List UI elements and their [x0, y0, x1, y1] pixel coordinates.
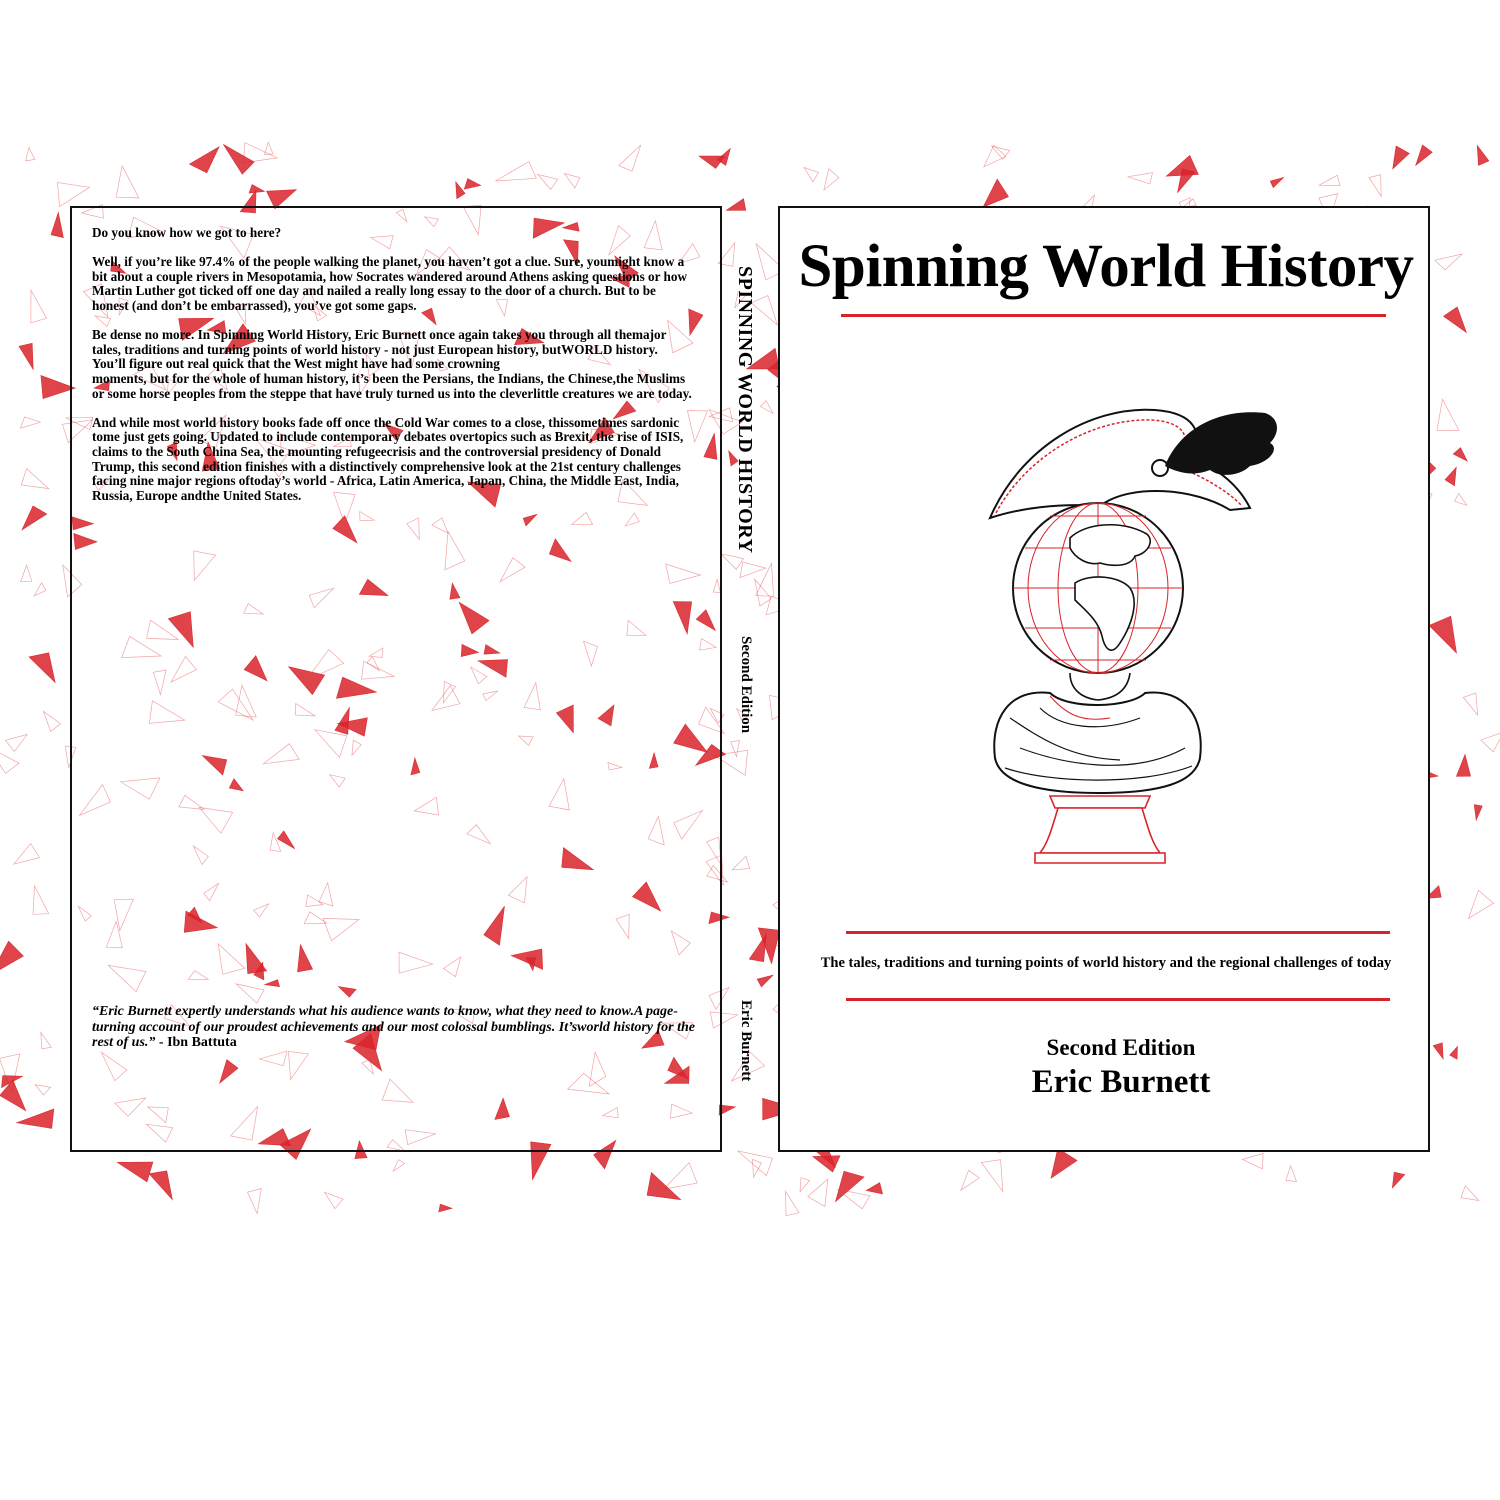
- pattern-triangle: [1461, 1186, 1479, 1201]
- pattern-triangle: [757, 975, 773, 987]
- pattern-triangle: [808, 1179, 828, 1207]
- globe-icon: [1013, 503, 1183, 673]
- pattern-triangle: [31, 290, 47, 323]
- pattern-triangle: [26, 148, 35, 161]
- pattern-triangle: [619, 145, 641, 171]
- pattern-triangle: [21, 417, 41, 428]
- blurb-paragraph: Be dense no more. In Spinning World History, Eric Burnett once again takes you through all themajor tales, traditions and turning points of world history - not just European history, butWORLD history. You’ll figure out real quick that the West might have had some crowning moments, but for the whole of human history, it’s been the Persians, the Indians, the Chinese,the Muslims or some horse peoples from the steppe that have truly turned us into the cleverlittle creatures we are today.: [92, 327, 692, 401]
- pattern-triangle: [41, 1032, 52, 1049]
- author-name: Eric Burnett: [1031, 1064, 1211, 1100]
- pattern-triangle: [738, 1151, 773, 1176]
- pattern-triangle: [1243, 1153, 1264, 1169]
- pattern-triangle: [1445, 467, 1456, 486]
- pattern-triangle: [1051, 1148, 1077, 1178]
- pattern-triangle: [1435, 254, 1462, 270]
- pattern-triangle: [824, 169, 839, 190]
- subtitle-bottom-rule: [846, 998, 1390, 1001]
- pattern-triangle: [1444, 307, 1467, 333]
- pattern-triangle: [1474, 805, 1482, 821]
- pattern-triangle: [189, 147, 219, 173]
- pattern-triangle: [439, 1204, 452, 1212]
- pattern-triangle: [464, 179, 481, 190]
- blurb-paragraph: And while most world history books fade off once the Cold War comes to a close, thissometimes sardonic tome just gets going. Updated to include contemporary debates overtopics such as Brexit, the rise of ISIS, claims to the South China Sea, the mounting refugeecrisis and the controversial presidency of Donald Trump, this second edition finishes with a distinctively comprehensive look at the 21st century challenges facing nine major regions oftoday’s world - Africa, Latin America, Japan, China, the Middle East, India, Russia, Europe andthe United States.: [92, 414, 684, 503]
- back-cover-panel: [70, 206, 722, 1152]
- pattern-triangle: [732, 856, 749, 870]
- pattern-triangle: [1437, 399, 1459, 430]
- pattern-triangle: [1319, 175, 1340, 185]
- pattern-triangle: [1393, 146, 1410, 169]
- pattern-triangle: [761, 401, 774, 414]
- pattern-triangle: [17, 1109, 54, 1129]
- pattern-triangle: [1429, 616, 1456, 653]
- book-title: Spinning World History: [798, 233, 1414, 300]
- pattern-triangle: [1270, 178, 1283, 188]
- pattern-triangle: [21, 565, 32, 582]
- pattern-triangle: [393, 1160, 404, 1172]
- pattern-triangle: [755, 579, 772, 606]
- pattern-triangle: [836, 1171, 865, 1201]
- review-quote: [92, 1004, 702, 1051]
- pattern-triangle: [0, 747, 19, 774]
- pattern-triangle: [753, 1159, 762, 1177]
- pattern-triangle: [249, 185, 265, 194]
- title-underline: [841, 314, 1386, 317]
- pattern-triangle: [786, 1191, 799, 1215]
- pattern-triangle: [992, 146, 1010, 159]
- pattern-triangle: [1455, 494, 1467, 506]
- blurb-paragraph: Do you know how we got to here?: [92, 225, 282, 240]
- pattern-triangle: [14, 844, 40, 865]
- subtitle-top-rule: [846, 931, 1390, 934]
- review-quote-attribution: - Ibn Battuta: [155, 1035, 237, 1050]
- pattern-triangle: [325, 1192, 344, 1209]
- pattern-triangle: [740, 562, 766, 578]
- pattern-triangle: [116, 166, 139, 198]
- pattern-triangle: [756, 563, 774, 596]
- pattern-triangle: [456, 182, 465, 199]
- pattern-triangle: [29, 653, 55, 683]
- pattern-triangle: [1416, 145, 1433, 165]
- pattern-triangle: [34, 583, 46, 596]
- pattern-triangle: [117, 1162, 153, 1182]
- bust-globe-hat-illustration: [980, 388, 1300, 878]
- review-quote-text: “Eric Burnett expertly understands what his audience wants to know, what they need to know.A page-turning account of our proudest achievements and our most colossal bumblings. It’sworld history for the rest of us.”: [92, 1004, 696, 1050]
- spine-edition: Second Edition: [738, 636, 754, 734]
- pattern-triangle: [1128, 173, 1153, 184]
- pattern-triangle: [5, 734, 27, 751]
- pattern-triangle: [983, 179, 1009, 207]
- book-subtitle: The tales, traditions and turning points of world history and the regional challenges of today: [820, 955, 1392, 971]
- pattern-triangle: [731, 741, 740, 757]
- pattern-triangle: [149, 1171, 172, 1200]
- bust-icon: [994, 673, 1201, 793]
- pattern-triangle: [57, 183, 89, 207]
- pattern-triangle: [1477, 145, 1489, 165]
- pattern-triangle: [223, 144, 254, 174]
- pattern-triangle: [1369, 175, 1381, 197]
- pattern-triangle: [961, 1170, 979, 1190]
- pattern-triangle: [866, 1183, 882, 1194]
- pattern-triangle: [1481, 732, 1500, 752]
- front-cover-panel: [778, 206, 1430, 1152]
- pattern-triangle: [664, 1163, 698, 1189]
- pattern-triangle: [1392, 1172, 1405, 1188]
- pattern-triangle: [981, 1160, 1003, 1192]
- pattern-triangle: [1166, 155, 1198, 176]
- blurb-paragraph: Well, if you’re like 97.4% of the people walking the planet, you haven’t got a clue. Sure, youmight know a bit about a couple rivers in Mesopotamia, how Socrates wandered around Athens asking questions or how Martin Luther got ticked off one day and nailed a really long essay to the door of a church. But to be honest (and don’t be embarrassed), you’ve got some gaps.: [92, 254, 687, 313]
- pattern-triangle: [19, 343, 33, 369]
- pattern-triangle: [495, 162, 536, 181]
- edition-label: Second Edition: [1046, 1035, 1196, 1060]
- spine-title: SPINNING WORLD HISTORY: [734, 266, 756, 554]
- pattern-triangle: [726, 199, 746, 211]
- pattern-triangle: [0, 941, 23, 975]
- pattern-triangle: [804, 168, 819, 182]
- pattern-triangle: [721, 554, 744, 570]
- pattern-triangle: [35, 1085, 50, 1095]
- pattern-triangle: [1463, 693, 1477, 715]
- pattern-triangle: [1286, 1166, 1297, 1182]
- pattern-triangle: [1453, 448, 1467, 462]
- pedestal-icon: [1035, 796, 1165, 863]
- pattern-triangle: [33, 886, 49, 914]
- spine-author: Eric Burnett: [738, 1000, 754, 1082]
- pattern-triangle: [1469, 890, 1494, 918]
- pattern-triangle: [1456, 755, 1470, 777]
- pattern-triangle: [248, 1189, 262, 1214]
- back-cover-blurb: [92, 226, 692, 518]
- pattern-triangle: [22, 506, 47, 530]
- pattern-triangle: [813, 1156, 840, 1172]
- pattern-triangle: [800, 1178, 810, 1192]
- pattern-triangle: [43, 711, 60, 731]
- pattern-triangle: [564, 174, 580, 189]
- pattern-triangle: [538, 174, 558, 189]
- pattern-triangle: [51, 212, 63, 237]
- pattern-triangle: [21, 469, 48, 489]
